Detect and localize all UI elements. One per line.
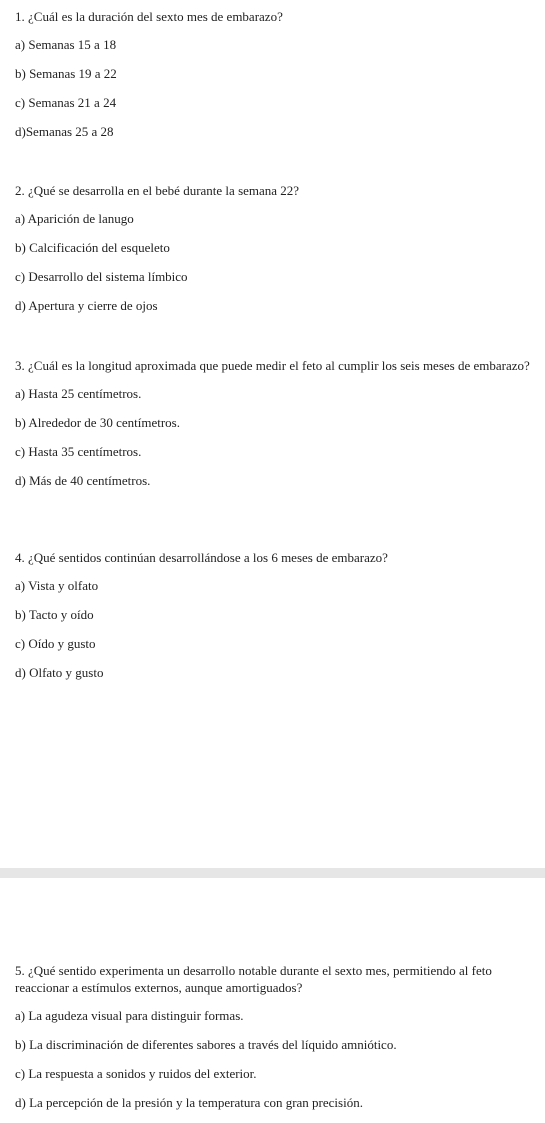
question-4 (15, 549, 535, 681)
option-a[interactable]: a) La agudeza visual para distinguir formas. (15, 1008, 244, 1023)
options-list (15, 1007, 535, 1111)
question-text: 1. ¿Cuál es la duración del sexto mes de embarazo? (15, 9, 283, 24)
options-list (15, 385, 535, 489)
option-a[interactable]: a) Aparición de lanugo (15, 211, 134, 226)
options-list (15, 210, 535, 314)
question-2 (15, 182, 535, 314)
page-separator (0, 868, 545, 878)
option-a[interactable]: a) Hasta 25 centímetros. (15, 386, 142, 401)
option-c[interactable]: c) Desarrollo del sistema límbico (15, 269, 188, 284)
option-b[interactable]: b) Calcificación del esqueleto (15, 240, 170, 255)
option-d[interactable]: d) Más de 40 centímetros. (15, 473, 151, 488)
option-d[interactable]: d) La percepción de la presión y la temperatura con gran precisión. (15, 1095, 363, 1110)
option-d[interactable]: d)Semanas 25 a 28 (15, 124, 114, 139)
question-text: 3. ¿Cuál es la longitud aproximada que puede medir el feto al cumplir los seis meses de embarazo? (15, 358, 530, 373)
option-b[interactable]: b) Alrededor de 30 centímetros. (15, 415, 180, 430)
question-text: 2. ¿Qué se desarrolla en el bebé durante la semana 22? (15, 183, 300, 198)
option-a[interactable]: a) Semanas 15 a 18 (15, 37, 117, 52)
option-b[interactable]: b) Semanas 19 a 22 (15, 66, 117, 81)
option-a[interactable]: a) Vista y olfato (15, 578, 99, 593)
option-b[interactable]: b) La discriminación de diferentes sabores a través del líquido amniótico. (15, 1037, 397, 1052)
question-3 (15, 357, 535, 489)
question-5 (15, 962, 535, 1111)
option-c[interactable]: c) Oído y gusto (15, 636, 96, 651)
options-list (15, 577, 535, 681)
option-c[interactable]: c) Semanas 21 a 24 (15, 95, 117, 110)
question-text: 5. ¿Qué sentido experimenta un desarrollo notable durante el sexto mes, permitiendo al feto reaccionar a estímulos externos, aunque amortiguados? (15, 963, 492, 995)
option-c[interactable]: c) Hasta 35 centímetros. (15, 444, 142, 459)
option-d[interactable]: d) Olfato y gusto (15, 665, 104, 680)
option-c[interactable]: c) La respuesta a sonidos y ruidos del exterior. (15, 1066, 257, 1081)
options-list (15, 36, 535, 140)
option-b[interactable]: b) Tacto y oído (15, 607, 94, 622)
option-d[interactable]: d) Apertura y cierre de ojos (15, 298, 158, 313)
question-1 (15, 8, 535, 140)
question-text: 4. ¿Qué sentidos continúan desarrollándose a los 6 meses de embarazo? (15, 550, 388, 565)
